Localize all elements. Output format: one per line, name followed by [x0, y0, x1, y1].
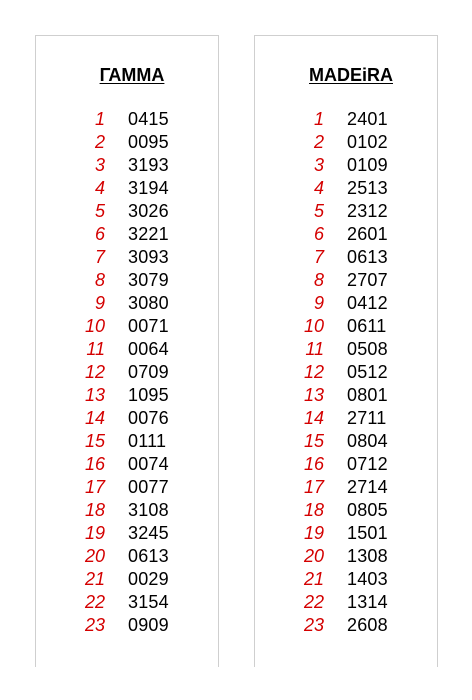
list-item — [36, 407, 218, 430]
item-code: 0508 — [347, 339, 388, 359]
item-number: 22 — [84, 592, 105, 612]
item-number: 4 — [94, 178, 105, 198]
item-number: 21 — [84, 569, 105, 589]
item-number: 4 — [313, 178, 324, 198]
item-code: 0909 — [128, 615, 169, 635]
item-code: 0076 — [128, 408, 169, 428]
list-item — [255, 568, 437, 591]
item-number: 7 — [94, 247, 105, 267]
item-number: 10 — [84, 316, 105, 336]
item-number: 5 — [94, 201, 105, 221]
list-item — [255, 545, 437, 568]
list-item — [36, 292, 218, 315]
item-code: 0512 — [347, 362, 388, 382]
item-number: 14 — [303, 408, 324, 428]
list-item — [255, 338, 437, 361]
list-item — [255, 246, 437, 269]
list-item — [36, 568, 218, 591]
list-item — [255, 499, 437, 522]
list-item — [255, 384, 437, 407]
item-number: 11 — [86, 339, 105, 359]
item-code: 0613 — [347, 247, 388, 267]
item-number: 19 — [303, 523, 324, 543]
item-number: 12 — [303, 362, 324, 382]
list-card-madeira — [254, 35, 438, 667]
item-code: 1501 — [347, 523, 388, 543]
item-number: 16 — [303, 454, 324, 474]
item-number: 3 — [94, 155, 105, 175]
item-number: 12 — [84, 362, 105, 382]
item-number: 22 — [303, 592, 324, 612]
item-number: 8 — [94, 270, 105, 290]
item-code: 1403 — [347, 569, 388, 589]
code-list — [255, 108, 437, 637]
item-code: 0412 — [347, 293, 388, 313]
item-code: 2707 — [347, 270, 388, 290]
item-code: 1308 — [347, 546, 388, 566]
list-item — [255, 177, 437, 200]
list-item — [36, 315, 218, 338]
list-item — [36, 108, 218, 131]
item-code: 2711 — [347, 408, 387, 428]
item-number: 8 — [313, 270, 324, 290]
item-code: 3193 — [128, 155, 169, 175]
list-item — [36, 522, 218, 545]
item-number: 13 — [303, 385, 324, 405]
list-title: ΓΑΜΜΑ — [99, 65, 165, 85]
item-number: 3 — [313, 155, 324, 175]
item-code: 0712 — [347, 454, 388, 474]
item-number: 7 — [313, 247, 324, 267]
item-code: 3093 — [128, 247, 169, 267]
item-number: 2 — [313, 132, 324, 152]
item-number: 16 — [84, 454, 105, 474]
item-number: 1 — [94, 109, 105, 129]
item-number: 6 — [313, 224, 324, 244]
item-number: 13 — [84, 385, 105, 405]
item-code: 0804 — [347, 431, 388, 451]
list-item — [36, 453, 218, 476]
item-code: 0095 — [128, 132, 169, 152]
list-item — [36, 545, 218, 568]
list-item — [255, 154, 437, 177]
list-item — [36, 384, 218, 407]
item-code: 0029 — [128, 569, 169, 589]
list-item — [255, 591, 437, 614]
list-item — [36, 591, 218, 614]
list-item — [36, 614, 218, 637]
item-code: 0071 — [128, 316, 169, 336]
list-item — [255, 131, 437, 154]
item-code: 0074 — [128, 454, 169, 474]
item-number: 19 — [84, 523, 105, 543]
item-number: 23 — [84, 615, 105, 635]
list-item — [255, 453, 437, 476]
list-item — [36, 361, 218, 384]
item-number: 5 — [313, 201, 324, 221]
list-item — [255, 223, 437, 246]
list-item — [36, 177, 218, 200]
item-code: 3221 — [128, 224, 169, 244]
item-code: 0109 — [347, 155, 388, 175]
item-number: 18 — [303, 500, 324, 520]
item-number: 23 — [303, 615, 324, 635]
list-item — [36, 200, 218, 223]
item-number: 17 — [84, 477, 105, 497]
list-card-gamma — [35, 35, 219, 667]
item-code: 1314 — [347, 592, 388, 612]
item-number: 11 — [305, 339, 324, 359]
item-number: 20 — [303, 546, 324, 566]
list-item — [255, 269, 437, 292]
item-code: 3194 — [128, 178, 169, 198]
item-code: 2513 — [347, 178, 388, 198]
item-number: 14 — [84, 408, 105, 428]
item-code: 0709 — [128, 362, 169, 382]
item-number: 2 — [94, 132, 105, 152]
item-code: 0805 — [347, 500, 388, 520]
item-number: 17 — [303, 477, 324, 497]
item-code: 2401 — [347, 109, 388, 129]
item-code: 0077 — [128, 477, 169, 497]
list-item — [36, 499, 218, 522]
list-item — [255, 200, 437, 223]
code-list — [36, 108, 218, 637]
list-item — [36, 131, 218, 154]
item-code: 0801 — [347, 385, 388, 405]
list-item — [255, 108, 437, 131]
item-code: 0102 — [347, 132, 388, 152]
list-item — [36, 338, 218, 361]
list-item — [255, 476, 437, 499]
list-item — [255, 614, 437, 637]
list-item — [36, 246, 218, 269]
item-number: 15 — [303, 431, 324, 451]
item-code: 3080 — [128, 293, 169, 313]
list-item — [255, 522, 437, 545]
item-number: 10 — [303, 316, 324, 336]
list-item — [255, 407, 437, 430]
item-number: 9 — [313, 293, 324, 313]
list-item — [36, 154, 218, 177]
item-code: 2601 — [347, 224, 388, 244]
item-code: 3079 — [128, 270, 169, 290]
list-item — [255, 430, 437, 453]
item-code: 3245 — [128, 523, 169, 543]
list-item — [255, 361, 437, 384]
item-number: 15 — [84, 431, 105, 451]
item-code: 0613 — [128, 546, 169, 566]
item-code: 0064 — [128, 339, 169, 359]
item-code: 3154 — [128, 592, 169, 612]
list-item — [36, 430, 218, 453]
list-title: MADEiRA — [309, 65, 393, 85]
item-code: 1095 — [128, 385, 169, 405]
item-code: 2608 — [347, 615, 388, 635]
item-code: 2312 — [347, 201, 388, 221]
item-code: 0111 — [128, 431, 167, 451]
list-item — [36, 223, 218, 246]
list-item — [255, 292, 437, 315]
item-number: 1 — [313, 109, 324, 129]
item-code: 3026 — [128, 201, 169, 221]
list-item — [36, 476, 218, 499]
list-item — [36, 269, 218, 292]
item-number: 9 — [94, 293, 105, 313]
item-number: 20 — [84, 546, 105, 566]
item-code: 3108 — [128, 500, 169, 520]
item-number: 18 — [84, 500, 105, 520]
item-code: 2714 — [347, 477, 388, 497]
item-code: 0611 — [347, 316, 387, 336]
item-number: 6 — [94, 224, 105, 244]
list-item — [255, 315, 437, 338]
item-number: 21 — [303, 569, 324, 589]
item-code: 0415 — [128, 109, 169, 129]
